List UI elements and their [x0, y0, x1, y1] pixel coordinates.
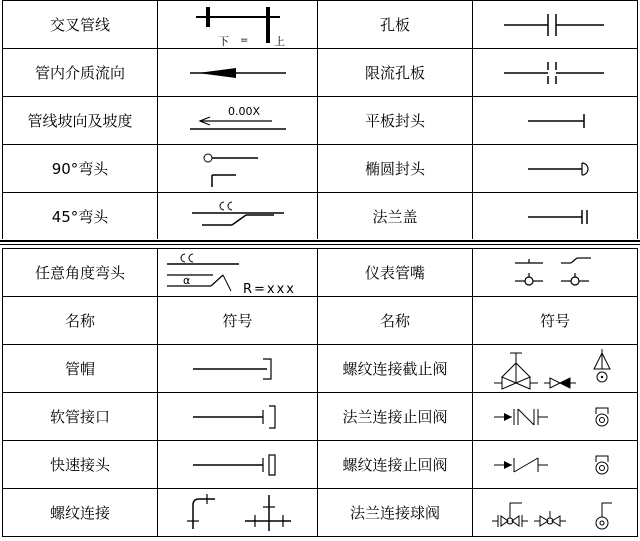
header-symbol: 符号	[158, 297, 318, 345]
table-header-row	[3, 297, 638, 345]
table-row	[3, 441, 638, 489]
cell-name: 软管接口	[3, 393, 158, 441]
slope-icon	[188, 104, 288, 138]
flanged-check-valve-icon	[490, 400, 620, 434]
restriction-orifice-icon	[500, 58, 610, 88]
cell-name: 45°弯头	[3, 193, 158, 241]
elbow-45-icon	[188, 197, 288, 237]
table-row	[3, 393, 638, 441]
cell-symbol	[158, 393, 318, 441]
elliptical-head-icon	[500, 157, 610, 181]
instrument-nozzle-icon	[505, 253, 605, 293]
crossing-pipes-icon	[178, 3, 298, 47]
cell-symbol	[473, 441, 638, 489]
cell-name: 法兰连接球阀	[318, 489, 473, 537]
flanged-ball-valve-icon	[490, 491, 620, 535]
cell-name: 孔板	[318, 1, 473, 49]
cell-symbol	[473, 489, 638, 537]
cell-name: 螺纹连接	[3, 489, 158, 537]
cell-symbol	[158, 97, 318, 145]
header-symbol: 符号	[473, 297, 638, 345]
table-row	[3, 97, 638, 145]
cell-name: 限流孔板	[318, 49, 473, 97]
cell-symbol	[473, 145, 638, 193]
flat-head-icon	[500, 109, 610, 133]
cross-label-upper: 上	[273, 34, 285, 48]
cell-symbol	[473, 345, 638, 393]
cell-symbol	[473, 393, 638, 441]
cross-label-lower: 下	[217, 34, 229, 48]
threaded-globe-valve-icon	[490, 347, 620, 391]
header-name: 名称	[318, 297, 473, 345]
symbols-table-bottom	[2, 248, 638, 537]
table-row	[3, 49, 638, 97]
cell-symbol	[473, 49, 638, 97]
cell-symbol	[473, 1, 638, 49]
cell-symbol	[158, 193, 318, 241]
table-row	[3, 145, 638, 193]
cell-name: 法兰盖	[318, 193, 473, 241]
hose-connection-icon	[183, 402, 293, 432]
orifice-plate-icon	[500, 10, 610, 40]
table-row	[3, 249, 638, 297]
quick-coupling-icon	[183, 450, 293, 480]
cell-symbol	[158, 49, 318, 97]
threaded-check-valve-icon	[490, 448, 620, 482]
table-row	[3, 1, 638, 49]
cell-symbol	[473, 97, 638, 145]
radius-label: R=xxx	[242, 281, 296, 297]
elbow-90-icon	[188, 149, 288, 189]
cell-symbol	[473, 193, 638, 241]
cell-symbol	[158, 1, 318, 49]
cell-name: 90°弯头	[3, 145, 158, 193]
cell-name: 管内介质流向	[3, 49, 158, 97]
table-separator	[0, 239, 640, 248]
symbols-table-top	[2, 0, 638, 241]
cell-symbol	[473, 249, 638, 297]
slope-label: 0.00X	[227, 104, 260, 118]
cell-name: 法兰连接止回阀	[318, 393, 473, 441]
any-angle-elbow-icon	[163, 251, 313, 295]
cell-name: 螺纹连接止回阀	[318, 441, 473, 489]
cell-name: 任意角度弯头	[3, 249, 158, 297]
table-row	[3, 345, 638, 393]
cell-symbol	[158, 249, 318, 297]
alpha-label: α	[182, 273, 190, 287]
header-name: 名称	[3, 297, 158, 345]
cell-name: 管线坡向及坡度	[3, 97, 158, 145]
cell-name: 椭圆封头	[318, 145, 473, 193]
pipe-cap-icon	[183, 354, 293, 384]
table-row	[3, 193, 638, 241]
cell-symbol	[158, 489, 318, 537]
cell-name: 平板封头	[318, 97, 473, 145]
cell-name: 交叉管线	[3, 1, 158, 49]
cell-name: 快速接头	[3, 441, 158, 489]
threaded-connection-icon	[173, 491, 303, 535]
blind-flange-icon	[500, 205, 610, 229]
svg-text:=: =	[239, 34, 248, 46]
cell-name: 管帽	[3, 345, 158, 393]
table-row	[3, 489, 638, 537]
cell-name: 仪表管嘴	[318, 249, 473, 297]
cell-symbol	[158, 441, 318, 489]
cell-symbol	[158, 345, 318, 393]
flow-direction-icon	[188, 61, 288, 85]
cell-symbol	[158, 145, 318, 193]
cell-name: 螺纹连接截止阀	[318, 345, 473, 393]
